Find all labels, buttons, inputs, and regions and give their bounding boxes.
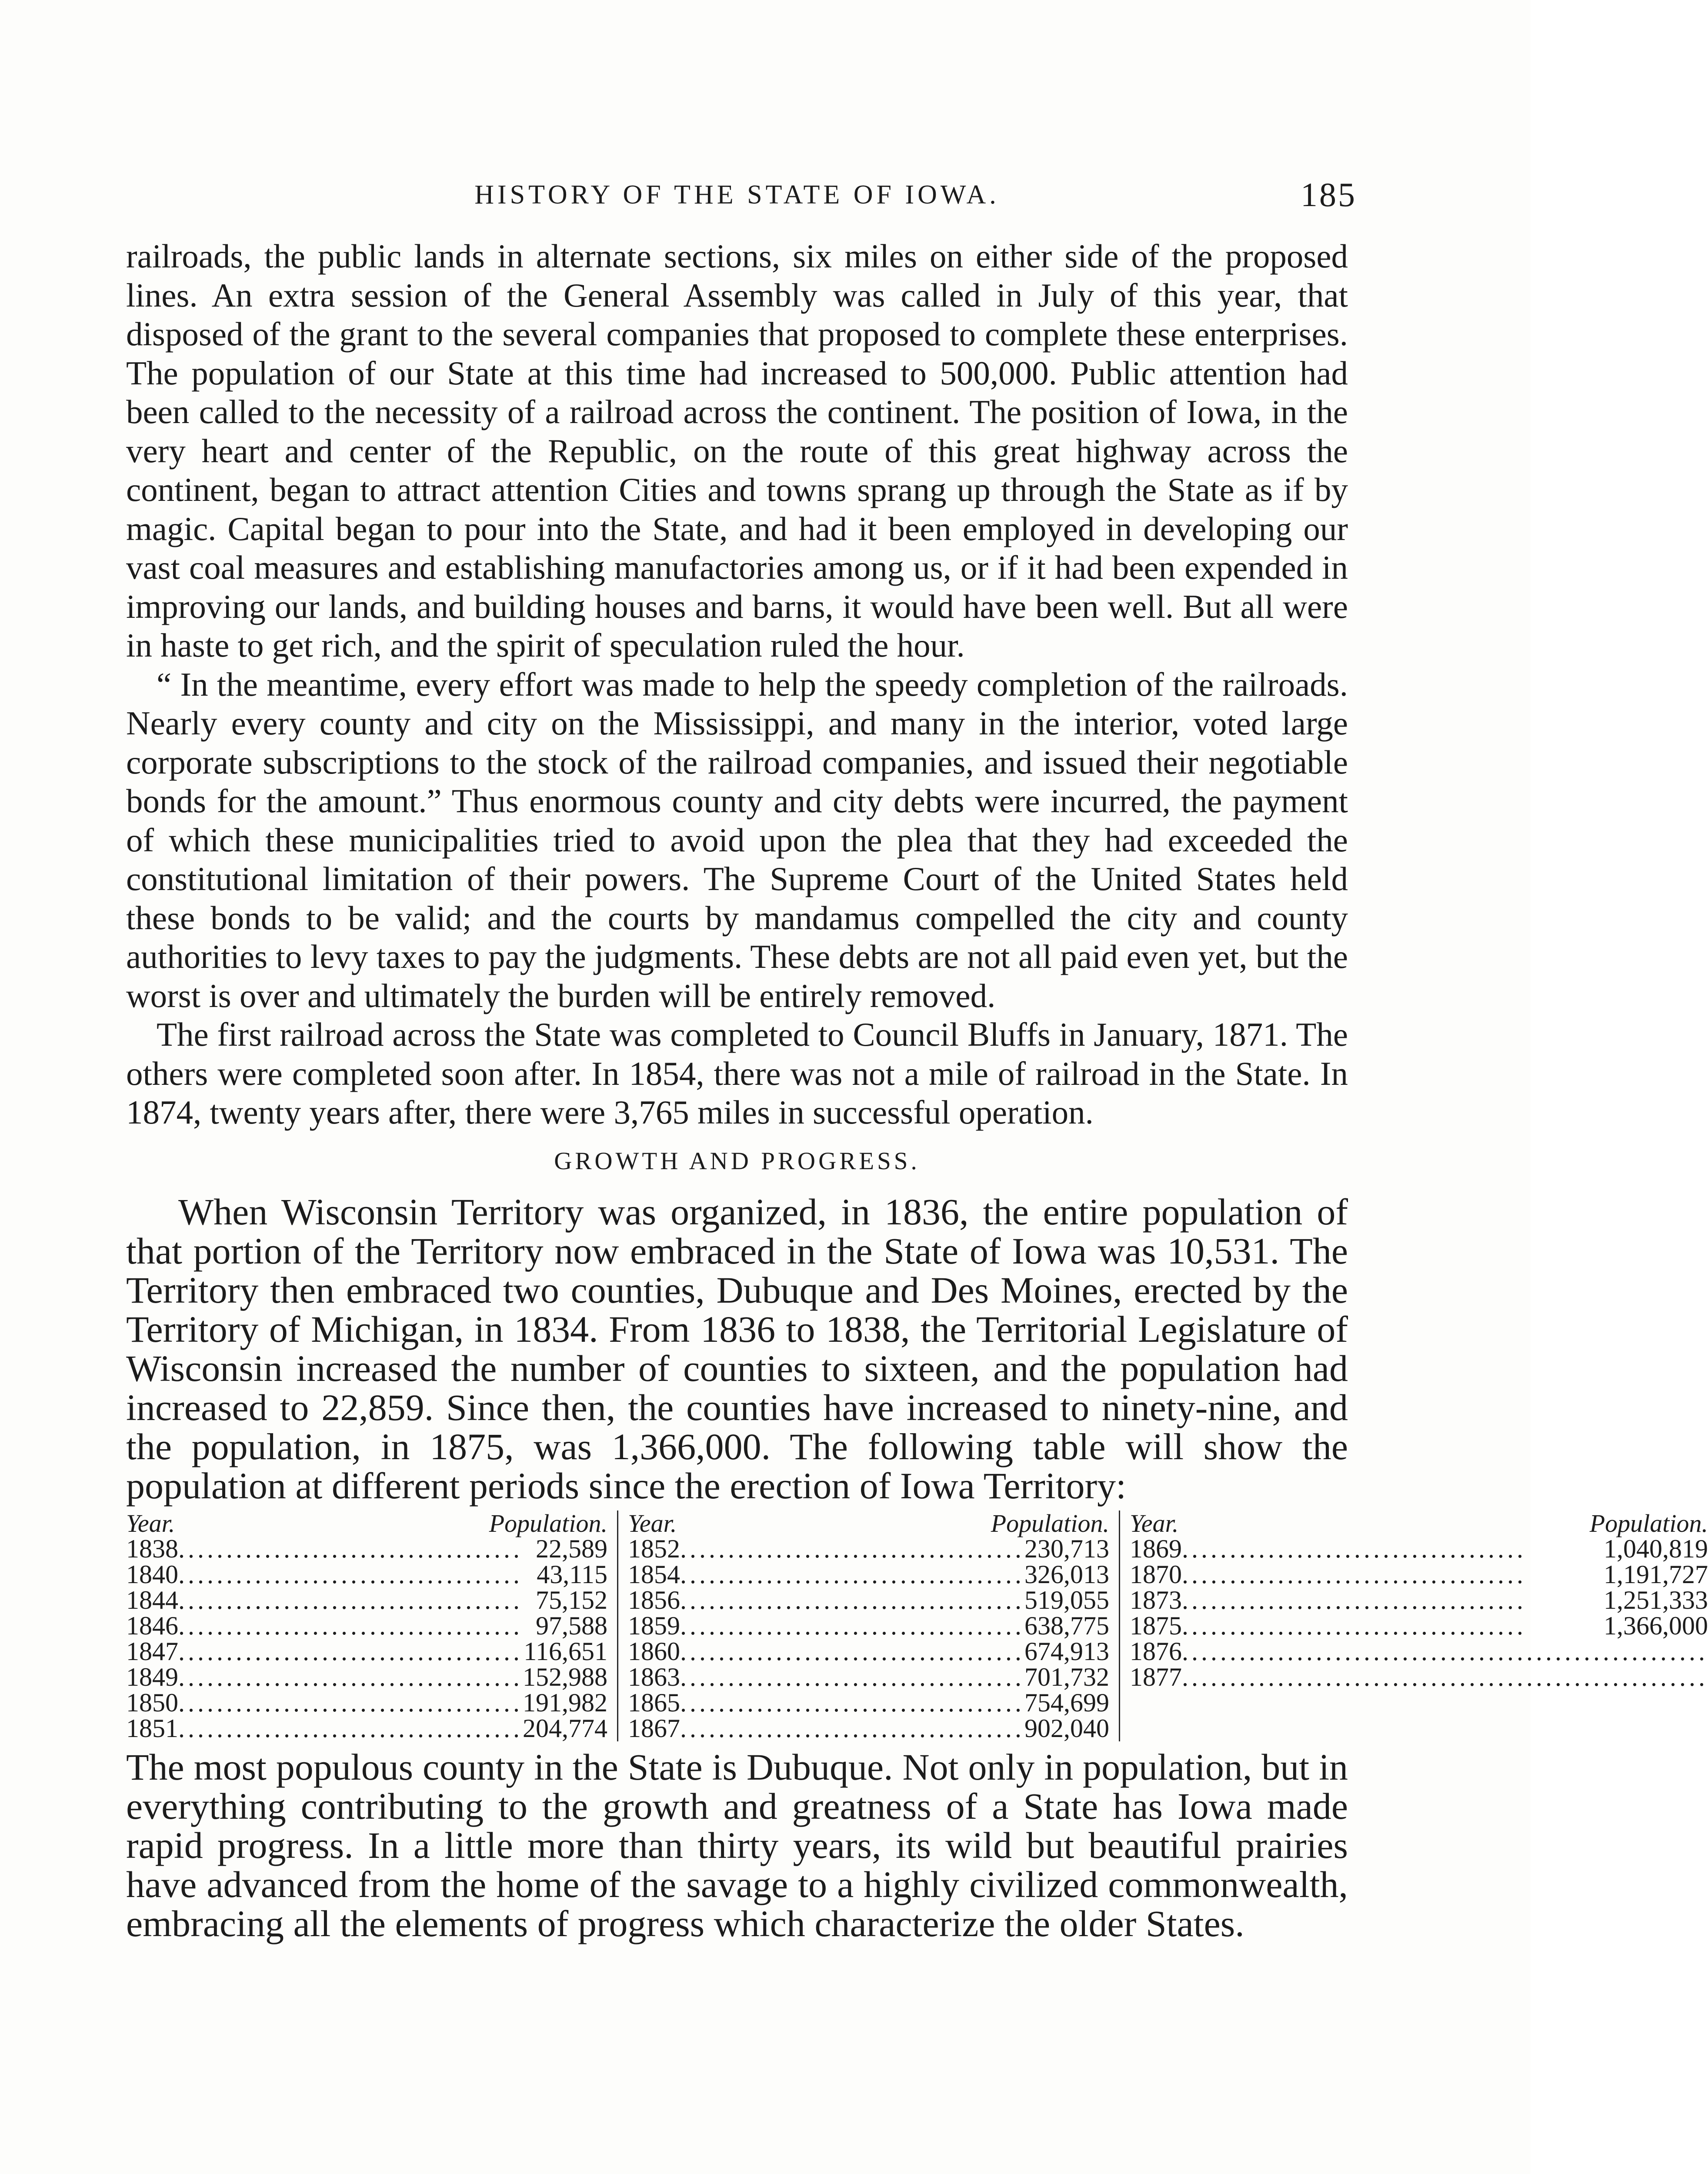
leader-dots: .................................... bbox=[680, 1662, 1024, 1691]
population-cell: 638,775 bbox=[1024, 1611, 1109, 1640]
table-row bbox=[1130, 1664, 1708, 1690]
table-row bbox=[1130, 1639, 1708, 1664]
leader-dots: .................................... bbox=[178, 1714, 523, 1743]
year-cell: 1854 bbox=[628, 1560, 680, 1589]
paragraph-territory-growth: When Wisconsin Territory was organized, in 1836, the entire population of that portion of the Territory now embraced in the State of Iowa was 10,531. The Territory then embraced two counties, Dubuque and Des Moines, erected by the Territory of Michigan, in 1834. From 1836 to 1838, the Territorial Legislature of Wisconsin increased the number of counties to sixteen, and the population had increased to 22,859. Since then, the counties have increased to ninety-nine, and the population, in 1875, was 1,366,000. The following table will show the population at different periods since the erection of Iowa Territory: bbox=[126, 1190, 1348, 1507]
leader-dots: .................................... bbox=[178, 1585, 523, 1614]
year-cell: 1876 bbox=[1130, 1637, 1182, 1666]
running-header bbox=[126, 172, 1357, 220]
table-header bbox=[126, 1510, 607, 1536]
table-row bbox=[126, 1716, 607, 1741]
paragraph-first-railroad: The first railroad across the State was completed to Council Bluffs in January, 1871. The others were completed soon after. In 1854, there was not a mile of railroad in the State. In 1874, twenty years after, there were 3,765 miles in successful operation. bbox=[126, 1016, 1348, 1131]
table-header bbox=[628, 1510, 1109, 1536]
year-cell: 1867 bbox=[628, 1714, 680, 1743]
body-text bbox=[126, 237, 1708, 1944]
year-cell: 1877 bbox=[1130, 1662, 1182, 1691]
population-cell: 1,191,727 bbox=[1604, 1560, 1708, 1589]
year-cell: 1873 bbox=[1130, 1585, 1182, 1614]
year-cell: 1870 bbox=[1130, 1560, 1182, 1589]
paragraph-dubuque: The most populous county in the State is Dubuque. Not only in population, but in everything contributing to the growth and greatness of a State has Iowa made rapid progress. In a little more than thirty years, its wild but beautiful prairies have advanced from the home of the savage to a highly civilized commonwealth, embracing all the elements of progress which characterize the older States. bbox=[126, 1746, 1348, 1944]
table-row bbox=[628, 1716, 1109, 1741]
population-cell: 230,713 bbox=[1024, 1534, 1109, 1563]
leader-dots: .................................... bbox=[680, 1637, 1024, 1666]
year-cell: 1875 bbox=[1130, 1611, 1182, 1640]
leader-dots: ....................................................... bbox=[1182, 1662, 1708, 1691]
population-cell: 519,055 bbox=[1024, 1585, 1109, 1614]
table-row bbox=[1130, 1562, 1708, 1587]
population-header: Population. bbox=[1589, 1509, 1708, 1537]
leader-dots: .................................... bbox=[680, 1585, 1024, 1614]
population-cell: 1,366,000 bbox=[1604, 1611, 1708, 1640]
year-cell: 1859 bbox=[628, 1611, 680, 1640]
leader-dots: .................................... bbox=[178, 1534, 523, 1563]
page-number: 185 bbox=[1301, 176, 1357, 213]
year-cell: 1863 bbox=[628, 1662, 680, 1691]
year-cell: 1840 bbox=[126, 1560, 178, 1589]
table-row bbox=[126, 1690, 607, 1716]
leader-dots: .................................... bbox=[1182, 1560, 1526, 1589]
population-cell: 204,774 bbox=[523, 1714, 607, 1743]
table-row bbox=[126, 1562, 607, 1587]
population-column bbox=[126, 1510, 617, 1741]
leader-dots: .................................... bbox=[1182, 1534, 1526, 1563]
leader-dots: .................................... bbox=[178, 1637, 523, 1666]
table-row bbox=[628, 1690, 1109, 1716]
table-row bbox=[126, 1664, 607, 1690]
year-cell: 1869 bbox=[1130, 1534, 1182, 1563]
table-header bbox=[1130, 1510, 1708, 1536]
growth-section bbox=[126, 1192, 1348, 1505]
year-cell: 1856 bbox=[628, 1585, 680, 1614]
table-row bbox=[1130, 1536, 1708, 1562]
leader-dots: .................................... bbox=[178, 1611, 523, 1640]
leader-dots: .................................... bbox=[680, 1714, 1024, 1743]
population-cell: 75,152 bbox=[536, 1585, 607, 1614]
population-cell: 191,982 bbox=[523, 1688, 607, 1717]
population-header: Population. bbox=[489, 1509, 607, 1537]
population-cell: 43,115 bbox=[537, 1560, 607, 1589]
population-cell: 152,988 bbox=[523, 1662, 607, 1691]
paragraph-railroad-debts: “ In the meantime, every effort was made to help the speedy completion of the railroads. Nearly every county and city on the Mississippi, and many in the interior, voted large corporate subscriptions to the stock of the railroad companies, and issued their negotiable bonds for the amount.” Thus enormous county and city debts were incurred, the payment of which these municipalities tried to avoid upon the plea that they had exceeded the constitutional limitation of their powers. The Supreme Court of the United States held these bonds to be valid; and the courts by mandamus compelled the city and county authorities to levy taxes to pay the judgments. These debts are not all paid even yet, but the worst is over and ultimately the burden will be entirely removed. bbox=[126, 665, 1348, 1014]
table-row bbox=[126, 1613, 607, 1639]
table-row bbox=[628, 1587, 1109, 1613]
section-heading: GROWTH AND PROGRESS. bbox=[554, 1147, 920, 1175]
population-cell: 701,732 bbox=[1024, 1662, 1109, 1691]
leader-dots: .................................... bbox=[1182, 1585, 1526, 1614]
year-header: Year. bbox=[1130, 1509, 1179, 1537]
table-row bbox=[126, 1639, 607, 1664]
year-cell: 1865 bbox=[628, 1688, 680, 1717]
running-title: HISTORY OF THE STATE OF IOWA. bbox=[474, 180, 1000, 210]
year-cell: 1849 bbox=[126, 1662, 178, 1691]
closing-section bbox=[126, 1747, 1348, 1943]
year-cell: 1851 bbox=[126, 1714, 178, 1743]
population-cell: 326,013 bbox=[1024, 1560, 1109, 1589]
population-cell: 754,699 bbox=[1024, 1688, 1109, 1717]
table-row bbox=[628, 1562, 1109, 1587]
population-cell: 674,913 bbox=[1024, 1637, 1109, 1666]
leader-dots: .................................... bbox=[178, 1662, 523, 1691]
leader-dots: .................................... bbox=[680, 1534, 1024, 1563]
population-column bbox=[1119, 1510, 1708, 1741]
year-cell: 1847 bbox=[126, 1637, 178, 1666]
year-cell: 1844 bbox=[126, 1585, 178, 1614]
year-header: Year. bbox=[126, 1509, 175, 1537]
leader-dots: .................................... bbox=[178, 1688, 523, 1717]
population-cell: 97,588 bbox=[536, 1611, 607, 1640]
population-cell: 1,040,819 bbox=[1604, 1534, 1708, 1563]
population-cell: 22,589 bbox=[536, 1534, 607, 1563]
year-cell: 1860 bbox=[628, 1637, 680, 1666]
table-row bbox=[628, 1536, 1109, 1562]
leader-dots: .................................... bbox=[178, 1560, 523, 1589]
population-column bbox=[617, 1510, 1119, 1741]
table-row bbox=[628, 1639, 1109, 1664]
year-cell: 1838 bbox=[126, 1534, 178, 1563]
year-cell: 1846 bbox=[126, 1611, 178, 1640]
population-header: Population. bbox=[991, 1509, 1109, 1537]
leader-dots: .................................... bbox=[680, 1560, 1024, 1589]
population-table bbox=[126, 1509, 1708, 1743]
table-row bbox=[126, 1587, 607, 1613]
leader-dots: .................................... bbox=[1182, 1611, 1526, 1640]
leader-dots: .................................... bbox=[680, 1688, 1024, 1717]
population-cell: 1,251,333 bbox=[1604, 1585, 1708, 1614]
population-cell: 116,651 bbox=[524, 1637, 607, 1666]
table-row bbox=[628, 1664, 1109, 1690]
year-header: Year. bbox=[628, 1509, 677, 1537]
leader-dots: ....................................................... bbox=[1182, 1637, 1708, 1666]
population-cell: 902,040 bbox=[1024, 1714, 1109, 1743]
year-cell: 1850 bbox=[126, 1688, 178, 1717]
leader-dots: .................................... bbox=[680, 1611, 1024, 1640]
paragraph-railroad-grants: railroads, the public lands in alternate sections, six miles on either side of the proposed lines. An extra session of the General Assembly was called in July of this year, that disposed of the grant to the several companies that proposed to complete these enterprises. The population of our State at this time had increased to 500,000. Public attention had been called to the necessity of a railroad across the continent. The position of Iowa, in the very heart and center of the Republic, on the route of this great highway across the continent, began to attract attention Cities and towns sprang up through the State as if by magic. Capital began to pour into the State, and had it been employed in developing our vast coal measures and establishing manufactories among us, or if it had been expended in improving our lands, and building houses and barns, it would have been well. But all were in haste to get rich, and the spirit of speculation ruled the hour. bbox=[126, 237, 1348, 664]
year-cell: 1852 bbox=[628, 1534, 680, 1563]
table-row bbox=[628, 1613, 1109, 1639]
table-row bbox=[126, 1536, 607, 1562]
table-row bbox=[1130, 1613, 1708, 1639]
table-row bbox=[1130, 1587, 1708, 1613]
